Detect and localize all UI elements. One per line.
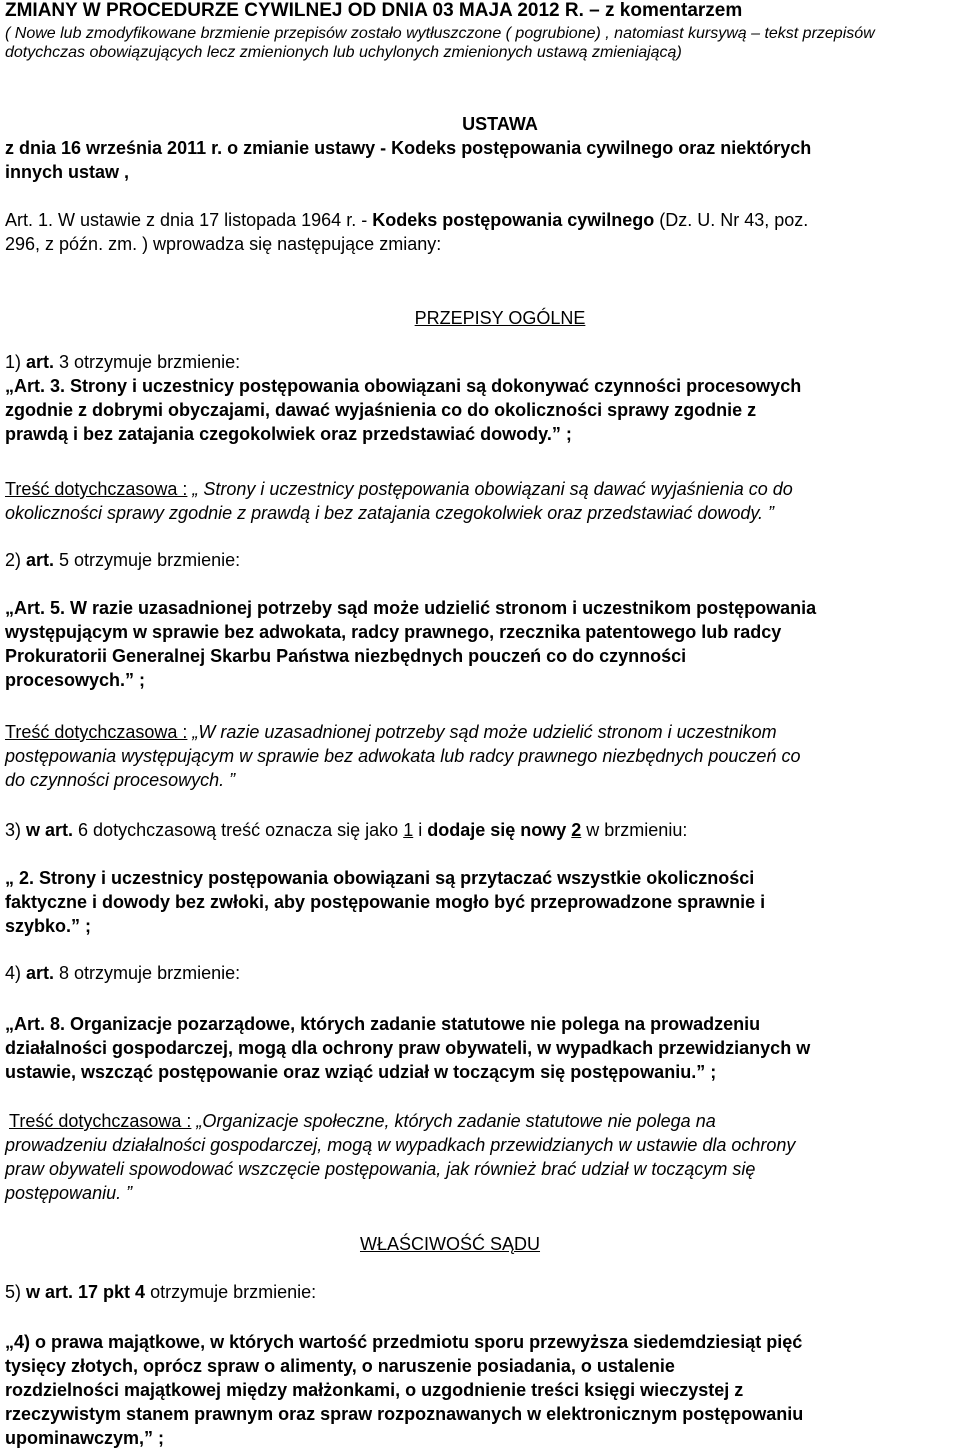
item-4-previous-line: praw obywateli spowodować wszczęcie postępowania, jak również brać udział w toczącym się <box>5 1159 756 1179</box>
art1-line-1 <box>5 209 808 231</box>
item-5-art: w art. 17 pkt 4 <box>26 1282 146 1302</box>
item-2-body-line: Prokuratorii Generalnej Skarbu Państwa niezbędnych pouczeń co do czynności <box>5 646 687 666</box>
previous-label: Treść dotychczasowa : <box>5 479 188 499</box>
art1-ref: (Dz. U. Nr 43, poz. <box>654 210 809 230</box>
item-4-body-line: „Art. 8. Organizacje pozarządowe, których zadanie statutowe nie polega na prowadzeniu <box>5 1014 761 1034</box>
art1-intro: Art. 1. W ustawie z dnia 17 listopada 1964 r. - <box>5 210 373 230</box>
item-5-body-line: upominawczym,” ; <box>5 1428 165 1448</box>
item-5-body-line: rozdzielności majątkowej między małżonkami, o uzgodnienie treści księgi wieczystej z <box>5 1380 744 1400</box>
previous-text: „W razie uzasadnionej potrzeby sąd może udzielić stronom i uczestnikom <box>187 722 777 742</box>
item-3-art: w art. <box>26 820 79 840</box>
item-2-body-line: występującym w sprawie bez adwokata, radcy prawnego, rzecznika patentowego lub radcy <box>5 622 782 642</box>
section-court: WŁAŚCIWOŚĆ SĄDU <box>359 1234 541 1254</box>
document-title: ZMIANY W PROCEDURZE CYWILNEJ OD DNIA 03 MAJA 2012 R. – z komentarzem <box>5 0 743 21</box>
item-5-body-line: rzeczywistym stanem prawnym oraz spraw rozpoznawanych w elektronicznym postępowaniu <box>5 1404 804 1424</box>
item-3-body-line: „ 2. Strony i uczestnicy postępowania obowiązani są przytaczać wszystkie okoliczności <box>5 868 755 888</box>
item-3-para-1: 1 <box>403 820 414 840</box>
item-1-number: 1) <box>5 352 27 372</box>
code-name: Kodeks postępowania cywilnego <box>372 210 655 230</box>
item-3-para-2: 2 <box>571 820 582 840</box>
item-4-body-line: ustawie, wszcząć postępowanie oraz wziąć udział w toczącym się postępowaniu.” ; <box>5 1062 717 1082</box>
item-3-mid: 6 dotychczasową treść oznacza się jako <box>78 820 404 840</box>
item-3-number: 3) <box>5 820 27 840</box>
item-2-previous-line: do czynności procesowych. ” <box>5 770 236 790</box>
item-2-art: art. <box>26 550 60 570</box>
act-date-line-2: innych ustaw , <box>5 162 130 182</box>
item-1-body-line: „Art. 3. Strony i uczestnicy postępowania obowiązani są dokonywać czynności procesowych <box>5 376 802 396</box>
item-5-body-line: „4) o prawa majątkowe, w których wartość przedmiotu sporu przewyższa siedemdziesiąt pięć <box>5 1332 803 1352</box>
act-heading: USTAWA <box>462 114 538 134</box>
item-2-body-line: „Art. 5. W razie uzasadnionej potrzeby sąd może udzielić stronom i uczestnikom postępowania <box>5 598 817 618</box>
item-4-rest: 8 otrzymuje brzmienie: <box>59 963 241 983</box>
item-4-art: art. <box>26 963 60 983</box>
item-1-previous-line: okoliczności sprawy zgodnie z prawdą i bez zatajania czegokolwiek oraz przedstawiać dowody. ” <box>5 503 775 523</box>
item-4-number: 4) <box>5 963 27 983</box>
item-2-previous <box>5 721 777 743</box>
item-3-intro <box>5 819 687 841</box>
item-3-body-line: szybko.” ; <box>5 916 92 936</box>
item-2-intro <box>5 549 240 571</box>
item-4-previous-line: postępowaniu. ” <box>5 1183 133 1203</box>
item-5-body-line: tysięcy złotych, oprócz spraw o alimenty, o naruszenie posiadania, o ustalenie <box>5 1356 675 1376</box>
item-3-and: i <box>413 820 428 840</box>
item-5-rest: otrzymuje brzmienie: <box>145 1282 317 1302</box>
item-3-body-line: faktyczne i dowody bez zwłoki, aby postępowanie mogło być przeprowadzone sprawnie i <box>5 892 766 912</box>
item-2-body-line: procesowych.” ; <box>5 670 146 690</box>
item-2-previous-line: postępowania występującym w sprawie bez adwokata lub radcy prawnego niezbędnych pouczeń co <box>5 746 801 766</box>
item-5-intro <box>5 1281 316 1303</box>
item-1-body-line: prawdą i bez zatajania czegokolwiek oraz przedstawiać dowody.” ; <box>5 424 572 444</box>
item-1-body-line: zgodnie z dobrymi obyczajami, dawać wyjaśnienia co do okoliczności sprawy zgodnie z <box>5 400 757 420</box>
item-1-art: art. <box>26 352 60 372</box>
previous-text: „ Strony i uczestnicy postępowania obowiązani są dawać wyjaśnienia co do <box>187 479 793 499</box>
item-2-rest: 5 otrzymuje brzmienie: <box>59 550 241 570</box>
item-1-rest: 3 otrzymuje brzmienie: <box>59 352 241 372</box>
item-4-previous-line: prowadzeniu działalności gospodarczej, mogą w wypadkach przewidzianych w ustawie dla ochrony <box>5 1135 796 1155</box>
act-date-line-1: z dnia 16 września 2011 r. o zmianie ustawy - Kodeks postępowania cywilnego oraz niektórych <box>5 138 812 158</box>
item-1-previous <box>5 478 793 500</box>
previous-label: Treść dotychczasowa : <box>5 722 188 742</box>
legend-line-1: ( Nowe lub zmodyfikowane brzmienie przepisów zostało wytłuszczone ( pogrubione) , natomiast kursywą – tekst przepisów <box>5 25 875 42</box>
item-2-number: 2) <box>5 550 27 570</box>
item-4-body-line: działalności gospodarczej, mogą dla ochrony praw obywateli, w wypadkach przewidzianych w <box>5 1038 811 1058</box>
item-3-end: w brzmieniu: <box>581 820 688 840</box>
item-1-intro <box>5 351 240 373</box>
legend-line-2: dotychczas obowiązujących lecz zmienionych lub uchylonych zmienionych ustawą zmieniającą) <box>5 44 682 61</box>
previous-text: „Organizacje społeczne, których zadanie statutowe nie polega na <box>191 1111 716 1131</box>
section-general: PRZEPISY OGÓLNE <box>414 308 586 328</box>
item-4-previous <box>9 1110 716 1132</box>
previous-label: Treść dotychczasowa : <box>9 1111 192 1131</box>
item-3-add: dodaje się nowy <box>427 820 572 840</box>
item-5-number: 5) <box>5 1282 27 1302</box>
item-4-intro <box>5 962 240 984</box>
art1-line-2: 296, z późn. zm. ) wprowadza się następujące zmiany: <box>5 234 442 254</box>
